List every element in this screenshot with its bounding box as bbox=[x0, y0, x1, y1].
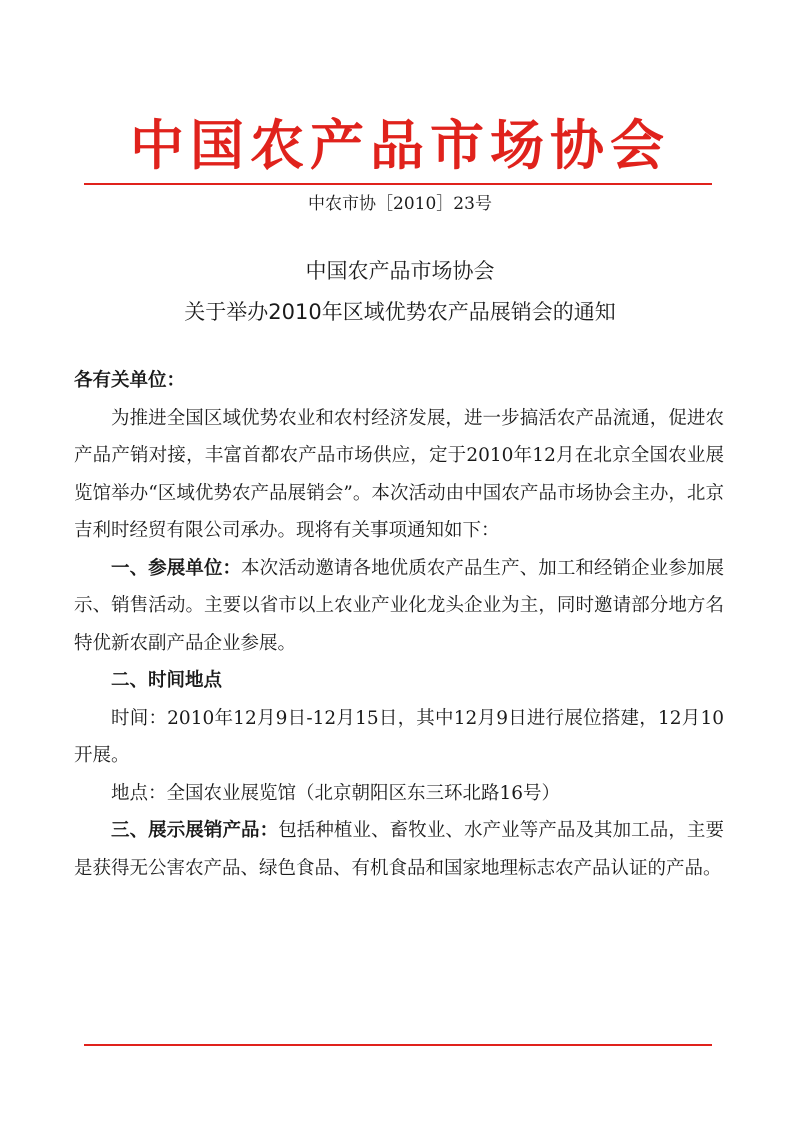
section-3-text: 包括种植业、畜牧业、水产业等产品及其加工品，主要是获得无公害农产品、绿色食品、有机食品和国家地理标志农产品认证的产品。 bbox=[74, 820, 724, 879]
time-paragraph: 时间：2010年12月9日-12月15日，其中12月9日进行展位搭建，12月10开展。 bbox=[74, 707, 724, 766]
intro-paragraph: 为推进全国区域优势农业和农村经济发展，进一步搞活农产品流通，促进农产品产销对接，丰富首都农产品市场供应，定于2010年12月在北京全国农业展览馆举办“区域优势农产品展销会”。本次活动由中国农产品市场协会主办，北京吉利时经贸有限公司承办。现将有关事项通知如下： bbox=[74, 407, 724, 541]
section-3-heading: 三、展示展销产品： bbox=[111, 820, 279, 841]
location-paragraph: 地点：全国农业展览馆（北京朝阳区东三环北路16号） bbox=[111, 782, 561, 804]
document-number: 中农市协［2010］23号 bbox=[308, 194, 492, 214]
section-1-text: 本次活动邀请各地优质农产品生产、加工和经销企业参加展示、销售活动。主要以省市以上农业产业化龙头企业为主，同时邀请部分地方名特优新农副产品企业参展。 bbox=[74, 557, 724, 654]
notice-title-line-1: 中国农产品市场协会 bbox=[305, 259, 495, 283]
letterhead-org-name: 中国农产品市场协会 bbox=[130, 113, 670, 177]
notice-title-line-2: 关于举办2010年区域优势农产品展销会的通知 bbox=[184, 300, 616, 324]
section-1-paragraph bbox=[74, 550, 724, 663]
section-1-heading: 一、参展单位： bbox=[111, 557, 242, 579]
addressee: 各有关单位： bbox=[74, 370, 186, 391]
notice-body bbox=[74, 362, 724, 887]
footer-red-rule bbox=[84, 1044, 712, 1046]
section-2-heading: 二、时间地点 bbox=[111, 670, 223, 691]
section-3-paragraph bbox=[74, 812, 724, 887]
letterhead-red-rule bbox=[84, 183, 712, 185]
